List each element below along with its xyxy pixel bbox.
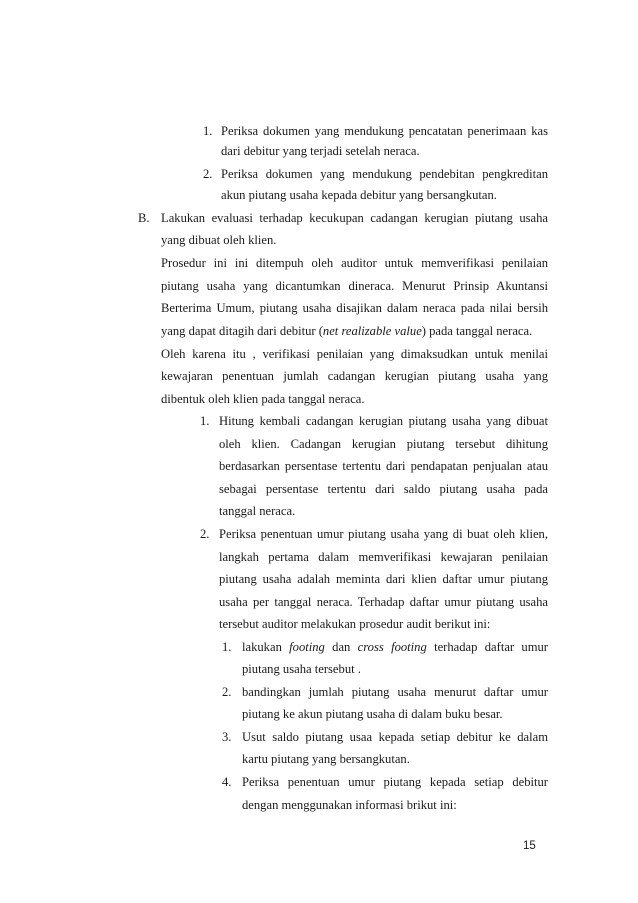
text-run: terhadap daftar umur xyxy=(426,640,548,654)
list-number: 1. xyxy=(222,640,232,654)
list-item-text: piutang usaha tersebut . xyxy=(242,662,361,676)
list-item-text: sebagai persentase tertentu dari saldo piutang usaha pada xyxy=(219,482,548,496)
list-item-text: akun piutang usaha kepada debitur yang bersangkutan. xyxy=(221,188,497,202)
text-run: ) pada tanggal neraca. xyxy=(421,324,533,338)
list-item-text: tersebut auditor melakukan prosedur audit berikut ini: xyxy=(219,617,491,631)
paragraph-line: Oleh karena itu , verifikasi penilaian yang dimaksudkan untuk menilai xyxy=(161,347,548,361)
list-item-text: kartu piutang yang bersangkutan. xyxy=(242,752,410,766)
list-number: 2. xyxy=(222,685,232,699)
list-item-text: dengan menggunakan informasi brikut ini: xyxy=(242,798,457,812)
italic-term: footing xyxy=(289,640,325,654)
paragraph-line: kewajaran penentuan jumlah cadangan kerugian piutang usaha yang xyxy=(161,369,548,383)
list-number: 2. xyxy=(203,167,213,181)
paragraph-line: dibentuk oleh klien pada tanggal neraca. xyxy=(161,392,365,406)
paragraph-line: Berterima Umum, piutang usaha disajikan dalam neraca pada nilai bersih xyxy=(161,301,548,315)
paragraph-line: Prosedur ini ini ditempuh oleh auditor untuk memverifikasi penilaian xyxy=(161,256,548,270)
list-number: 1. xyxy=(203,124,213,138)
list-number: 4. xyxy=(222,775,232,789)
italic-term: net realizable value xyxy=(322,324,422,338)
page-number: 15 xyxy=(523,840,536,852)
section-heading-text: Lakukan evaluasi terhadap kecukupan cadangan kerugian piutang usaha xyxy=(161,211,548,225)
list-item-text: Periksa dokumen yang mendukung pendebitan pengkreditan xyxy=(221,167,548,181)
list-item-text xyxy=(242,639,548,655)
list-item-text: berdasarkan persentase tertentu dari pendapatan penjualan atau xyxy=(219,459,548,473)
list-item-text: oleh klien. Cadangan kerugian piutang tersebut dihitung xyxy=(219,437,548,451)
text-run: yang dapat ditagih dari debitur ( xyxy=(161,324,323,338)
list-item-text: piutang ke akun piutang usaha di dalam buku besar. xyxy=(242,707,503,721)
list-item-text: Periksa dokumen yang mendukung pencatatan penerimaan kas xyxy=(221,124,548,138)
section-heading-text: yang dibuat oleh klien. xyxy=(161,233,277,247)
list-item-text: Periksa penentuan umur piutang usaha yang di buat oleh klien, xyxy=(219,527,548,541)
section-marker: B. xyxy=(138,211,150,225)
list-number: 3. xyxy=(222,730,232,744)
list-number: 1. xyxy=(200,414,210,428)
paragraph-line xyxy=(161,323,532,339)
list-item-text: Hitung kembali cadangan kerugian piutang usaha yang dibuat xyxy=(219,414,548,428)
list-item-text: Usut saldo piutang usaa kepada setiap debitur ke dalam xyxy=(242,730,548,744)
italic-term: cross footing xyxy=(357,640,427,654)
list-item-text: bandingkan jumlah piutang usaha menurut daftar umur xyxy=(242,685,548,699)
list-item-text: langkah pertama dalam memverifikasi kewajaran penilaian xyxy=(219,550,548,564)
list-item-text: dari debitur yang terjadi setelah neraca. xyxy=(221,144,420,158)
list-item-text: piutang usaha adalah meminta dari klien daftar umur piutang xyxy=(219,572,548,586)
list-number: 2. xyxy=(200,527,210,541)
list-item-text: tanggal neraca. xyxy=(219,504,296,518)
list-item-text: usaha per tanggal neraca. Terhadap daftar umur piutang usaha xyxy=(219,595,548,609)
list-item-text: Periksa penentuan umur piutang kepada setiap debitur xyxy=(242,775,548,789)
text-run: lakukan xyxy=(242,640,290,654)
text-run: dan xyxy=(324,640,358,654)
paragraph-line: piutang usaha yang dicantumkan dineraca. Menurut Prinsip Akuntansi xyxy=(161,279,548,293)
